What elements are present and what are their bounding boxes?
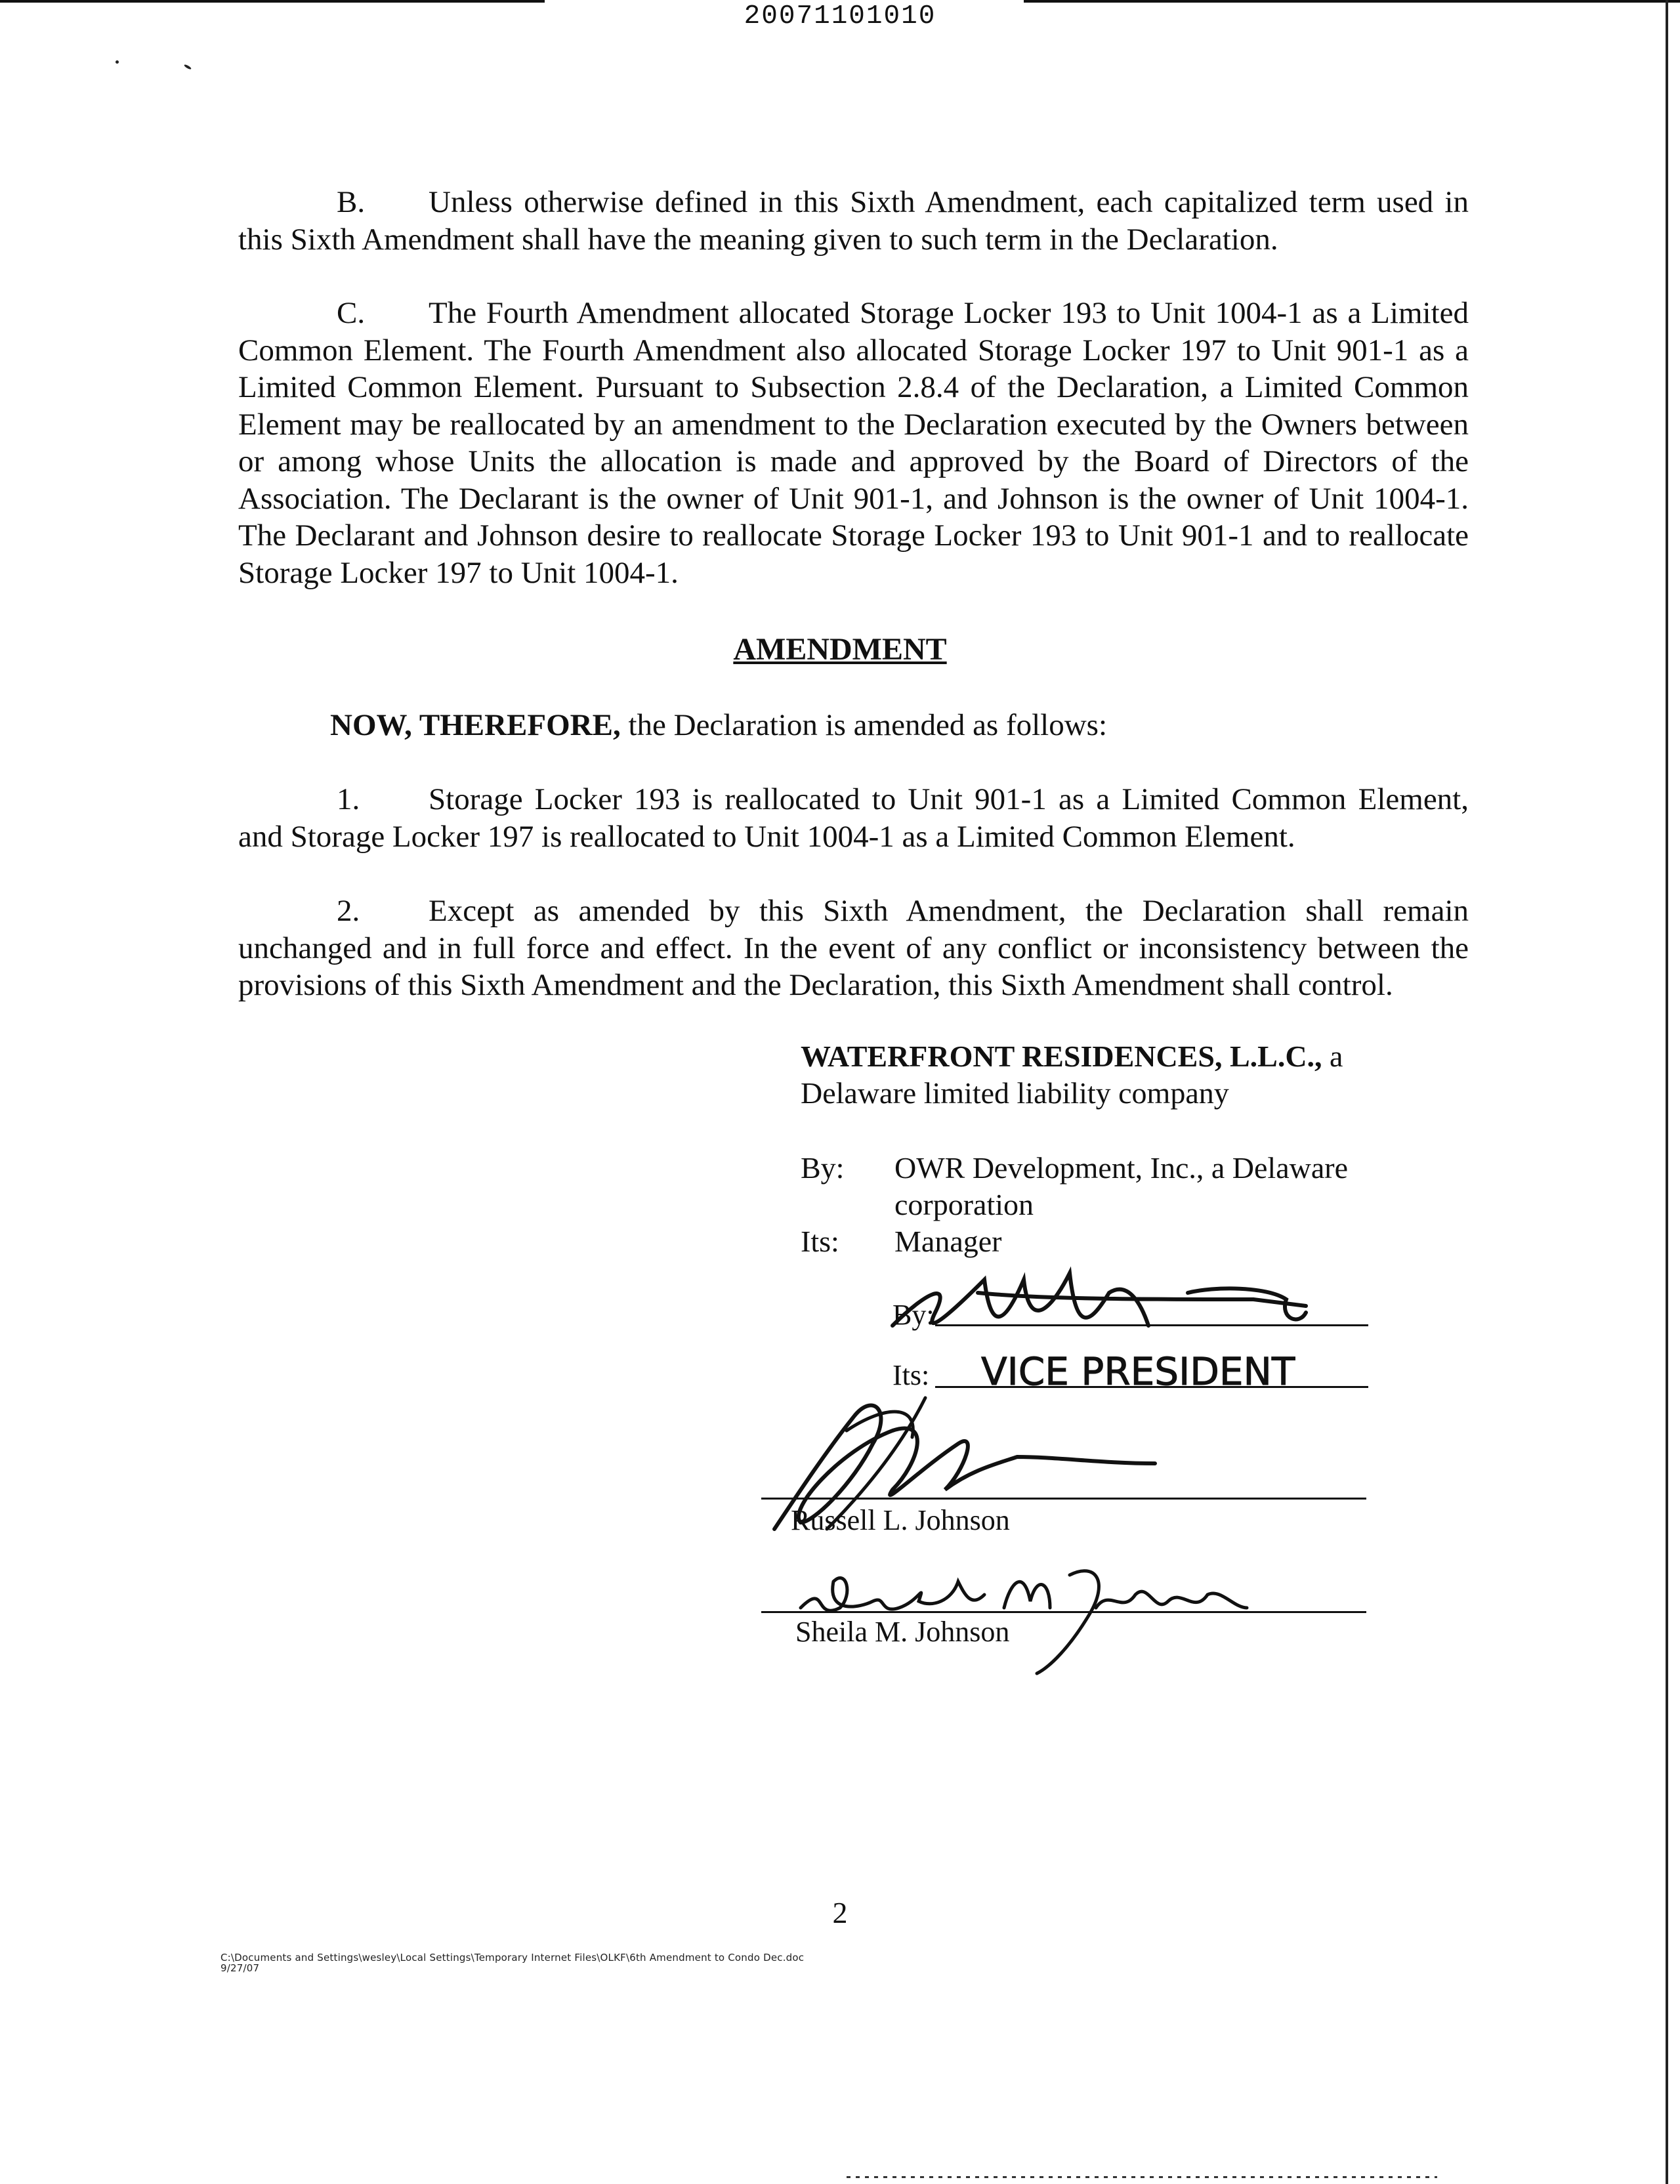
- company-name-suffix: a: [1322, 1040, 1343, 1073]
- scan-speck: [116, 60, 119, 64]
- by-value: OWR Development, Inc., a Delaware: [894, 1151, 1348, 1185]
- page-number: 2: [832, 1896, 848, 1929]
- by-value-cont: corporation: [894, 1188, 1034, 1221]
- recording-number: 20071101010: [744, 1, 936, 32]
- file-path: C:\Documents and Settings\wesley\Local Settings\Temporary Internet Files\OLKF\6th Amendment to Condo Dec.doc: [220, 1952, 805, 1964]
- amendment-item-2: [238, 892, 1469, 1004]
- scan-speck: [184, 64, 192, 70]
- file-path-footer: [220, 1952, 1074, 1973]
- paragraph-number: B.: [337, 185, 366, 219]
- amendment-item-1: [238, 781, 1469, 855]
- officer-signature: [873, 1253, 1398, 1358]
- company-name-bold: WATERFRONT RESIDENCES, L.L.C.,: [801, 1040, 1322, 1073]
- officer-its-label: Its:: [892, 1359, 930, 1391]
- officer-by-label: By:: [892, 1299, 934, 1331]
- right-border: [1666, 0, 1668, 2184]
- signer1-name: Russell L. Johnson: [791, 1504, 1010, 1536]
- signer2-name: Sheila M. Johnson: [795, 1616, 1010, 1648]
- paragraph-text: The Fourth Amendment allocated Storage Locker 193 to Unit 1004-1 as a Limited Common Element. The Fourth Amendment also allocated Storage Locker 197 to Unit 901-1 as a Limited Common Element. Pursuant to Subsection 2.8.4 of the Declaration, a Limited Common Element may be reallocated by an amendment to the Declaration executed by the Owners between or among whose Units the allocation is made and approved by the Board of Directors of the Association. The Declarant is the owner of Unit 901-1, and Johnson is the owner of Unit 1004-1. The Declarant and Johnson desire to reallocate Storage Locker 193 to Unit 901-1 and to reallocate Storage Locker 197 to Unit 1004-1.: [238, 296, 1469, 590]
- paragraph-text: Unless otherwise defined in this Sixth Amendment, each capitalized term used in this Sixth Amendment shall have the meaning given to such term in the Declaration.: [238, 185, 1469, 257]
- scan-edge-dots: [847, 2176, 1437, 2178]
- item-text: Except as amended by this Sixth Amendment, the Declaration shall remain unchanged and in full force and effect. In the event of any conflict or inconsistency between the provisions of this Sixth Amendment and the Declaration, this Sixth Amendment shall control.: [238, 894, 1469, 1002]
- company-name: [801, 1038, 1343, 1075]
- item-text: Storage Locker 193 is reallocated to Unit 901-1 as a Limited Common Element, and Storage Locker 197 is reallocated to Unit 1004-1 as a Limited Common Element.: [238, 782, 1469, 854]
- item-number: 1.: [337, 782, 360, 816]
- company-type: Delaware limited liability company: [801, 1076, 1229, 1110]
- intro-bold: NOW, THEREFORE,: [330, 708, 621, 742]
- amendment-heading: AMENDMENT: [733, 632, 947, 667]
- its-value: Manager: [894, 1225, 1002, 1258]
- by-label: By:: [801, 1151, 845, 1185]
- officer-title-handwriting: [981, 1349, 1349, 1394]
- its-label: Its:: [801, 1225, 839, 1258]
- item-number: 2.: [337, 894, 360, 928]
- handwritten-title: VICE PRESIDENT: [981, 1349, 1295, 1394]
- file-date: 9/27/07: [220, 1962, 260, 1974]
- paragraph-c: [238, 295, 1469, 591]
- paragraph-b: [238, 184, 1469, 258]
- intro-text: the Declaration is amended as follows:: [620, 708, 1108, 742]
- amendment-intro: [330, 707, 1107, 743]
- paragraph-number: C.: [337, 296, 366, 330]
